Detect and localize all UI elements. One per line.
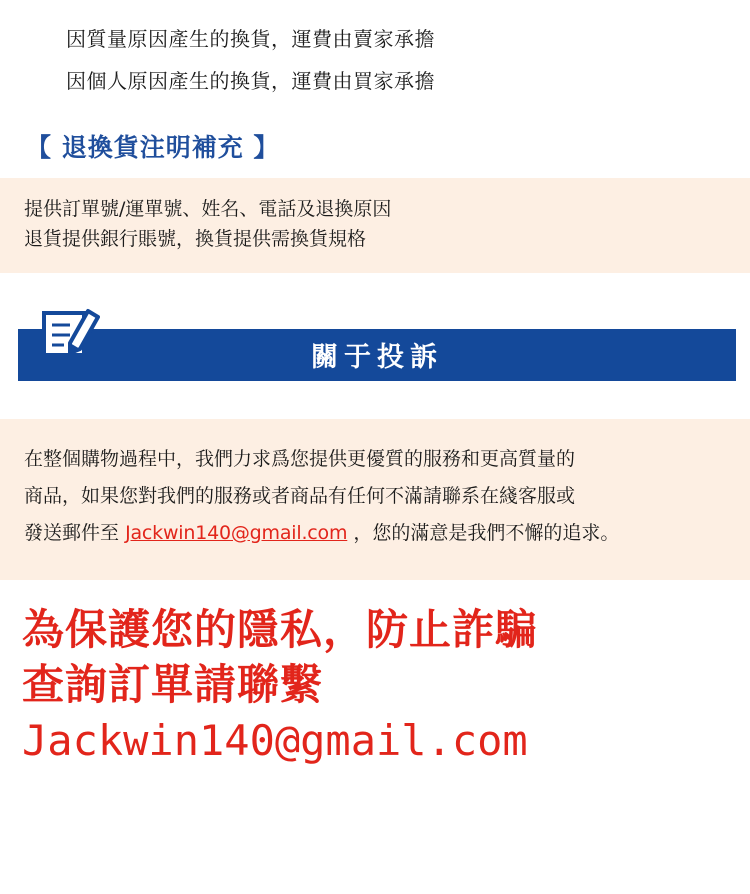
privacy-warning [0, 580, 750, 768]
warning-line-1: 為保護您的隱私，防止詐騙 [22, 604, 539, 654]
complaint-banner-title: 關于投訴 [311, 342, 443, 374]
pencil-note-icon [40, 303, 100, 363]
complaint-banner-wrap [0, 319, 750, 381]
about-line-3-suffix: ，您的滿意是我們不懈的追求。 [353, 521, 620, 544]
return-note-heading: 【 退換貨注明補充 】 [26, 133, 280, 162]
about-line-1: 在整個購物過程中，我們力求爲您提供更優質的服務和更高質量的 [24, 447, 576, 470]
policy-line-quality: 因質量原因產生的換貨，運費由賣家承擔 [66, 27, 435, 51]
warning-contact-email[interactable]: Jackwin140@gmail.com [22, 715, 528, 765]
return-note-line-2: 退貨提供銀行賬號，換貨提供需換貨規格 [24, 228, 367, 251]
about-complaint-box [0, 419, 750, 580]
about-line-3-prefix: 發送郵件至 [24, 521, 120, 544]
return-note-line-1: 提供訂單號/運單號、姓名、電話及退換原因 [24, 198, 392, 220]
policy-line-personal: 因個人原因產生的換貨，運費由買家承擔 [66, 69, 435, 93]
warning-line-2: 查詢訂單請聯繫 [22, 660, 324, 710]
about-line-3 [24, 515, 728, 552]
return-note-box [0, 178, 750, 273]
support-email-link[interactable]: Jackwin140@gmail.com [125, 521, 348, 544]
complaint-banner [18, 329, 736, 381]
about-line-2: 商品，如果您對我們的服務或者商品有任何不滿請聯系在綫客服或 [24, 484, 576, 507]
policy-lines [0, 0, 750, 102]
